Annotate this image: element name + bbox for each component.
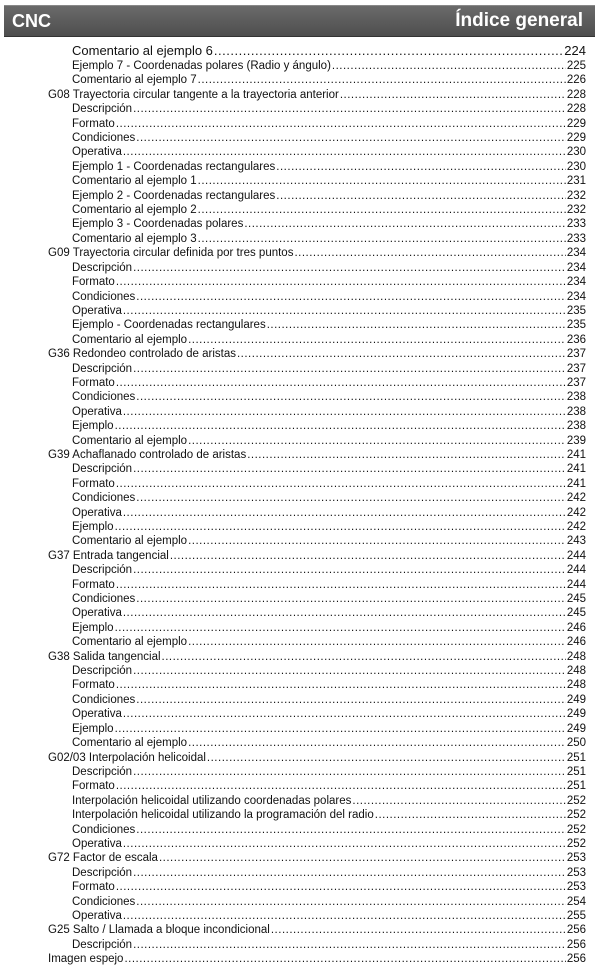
dot-leader bbox=[188, 333, 566, 347]
toc-section-entry[interactable] bbox=[0, 448, 600, 462]
toc-subsection-entry[interactable] bbox=[0, 491, 600, 505]
toc-entry-title: Formato bbox=[72, 117, 115, 130]
dot-leader bbox=[115, 722, 566, 736]
toc-entry-title: Descripción bbox=[72, 103, 133, 116]
dot-leader bbox=[123, 837, 566, 851]
toc-entry-title: Formato bbox=[72, 376, 115, 389]
toc-page-number: 242 bbox=[566, 521, 586, 533]
toc-page-number: 256 bbox=[566, 938, 586, 951]
toc-subsection-entry[interactable] bbox=[0, 217, 600, 231]
dot-leader bbox=[198, 232, 566, 246]
toc-subsection-entry[interactable] bbox=[0, 837, 600, 851]
toc-entry-title: Operativa bbox=[72, 405, 122, 418]
toc-page-number: 251 bbox=[566, 765, 586, 778]
toc-page-number: 253 bbox=[566, 866, 586, 879]
toc-entry-title: Condiciones bbox=[72, 693, 136, 706]
toc-subsection-entry[interactable] bbox=[0, 722, 600, 736]
toc-subsection-entry[interactable] bbox=[0, 174, 600, 188]
header-product: CNC bbox=[12, 10, 51, 31]
toc-entry-title: G38 Salida tangencial bbox=[48, 650, 161, 663]
toc-subsection-entry[interactable] bbox=[0, 390, 600, 404]
toc-subsection-entry[interactable] bbox=[0, 621, 600, 635]
toc-page-number: 234 bbox=[566, 290, 586, 303]
dot-leader bbox=[136, 693, 566, 707]
toc-entry-title: Condiciones bbox=[72, 132, 136, 145]
toc-page-number: 246 bbox=[566, 621, 586, 634]
toc-subsection-entry[interactable] bbox=[0, 477, 600, 491]
toc-section-entry[interactable] bbox=[0, 246, 600, 260]
dot-leader bbox=[136, 592, 566, 606]
toc-entry-title: Comentario al ejemplo bbox=[72, 636, 188, 649]
dot-leader bbox=[198, 73, 566, 87]
toc-page-number: 237 bbox=[566, 348, 586, 361]
dot-leader bbox=[133, 664, 566, 678]
toc-entry-title: G08 Trayectoria circular tangente a la trayectoria anterior bbox=[48, 88, 339, 101]
dot-leader bbox=[123, 405, 566, 419]
toc-page-number: 256 bbox=[566, 924, 586, 937]
toc-page-number: 237 bbox=[566, 376, 586, 389]
toc-subsection-entry[interactable] bbox=[0, 102, 600, 116]
toc-entry-title: Condiciones bbox=[72, 492, 136, 505]
dot-leader bbox=[133, 462, 566, 476]
toc-entry-title: Formato bbox=[72, 679, 115, 692]
toc-page-number: 251 bbox=[566, 780, 586, 793]
toc-entry-title: Ejemplo - Coordenadas rectangulares bbox=[72, 319, 266, 332]
toc-subsection-entry[interactable] bbox=[0, 419, 600, 433]
dot-leader bbox=[116, 376, 566, 390]
dot-leader bbox=[115, 419, 566, 433]
dot-leader bbox=[133, 362, 566, 376]
dot-leader bbox=[276, 189, 566, 203]
toc-entry-title: Descripción bbox=[72, 765, 133, 778]
toc-page-number: 249 bbox=[566, 708, 586, 721]
toc-subsection-entry[interactable] bbox=[0, 779, 600, 793]
toc-subsection-entry[interactable] bbox=[0, 823, 600, 837]
toc-entry-title: Operativa bbox=[72, 146, 122, 159]
dot-leader bbox=[123, 304, 566, 318]
dot-leader bbox=[207, 751, 566, 765]
toc-entry-title: Comentario al ejemplo bbox=[72, 737, 188, 750]
dot-leader bbox=[332, 59, 566, 73]
dot-leader bbox=[123, 707, 566, 721]
toc-subsection-entry[interactable] bbox=[0, 606, 600, 620]
toc-entry-title: Comentario al ejemplo 3 bbox=[72, 232, 197, 245]
toc-subsection-entry[interactable] bbox=[0, 405, 600, 419]
dot-leader bbox=[115, 520, 566, 534]
toc-page-number: 253 bbox=[566, 852, 586, 865]
toc-subsection-entry[interactable] bbox=[0, 808, 600, 822]
toc-page-number: 238 bbox=[566, 391, 586, 404]
toc-page-number: 233 bbox=[566, 218, 586, 231]
dot-leader bbox=[123, 606, 566, 620]
toc-page-number: 248 bbox=[566, 679, 586, 692]
dot-leader bbox=[123, 145, 566, 159]
toc-page-number: 233 bbox=[566, 232, 586, 245]
toc-subsection-entry[interactable] bbox=[0, 866, 600, 880]
toc-page-number: 238 bbox=[566, 420, 586, 433]
dot-leader bbox=[294, 246, 565, 260]
toc-subsection-entry[interactable] bbox=[0, 895, 600, 909]
dot-leader bbox=[214, 43, 563, 59]
toc-page-number: 230 bbox=[566, 160, 586, 173]
toc-section-entry[interactable] bbox=[0, 952, 600, 966]
toc-entry-title: Ejemplo bbox=[72, 420, 114, 433]
toc-entry-title: G02/03 Interpolación helicoidal bbox=[48, 751, 206, 764]
toc-page-number: 244 bbox=[566, 549, 586, 562]
toc-subsection-entry[interactable] bbox=[0, 592, 600, 606]
toc-page-number: 237 bbox=[566, 362, 586, 375]
toc-subsection-entry[interactable] bbox=[0, 131, 600, 145]
dot-leader bbox=[247, 448, 566, 462]
dot-leader bbox=[123, 506, 566, 520]
toc-page-number: 242 bbox=[566, 492, 586, 505]
dot-leader bbox=[116, 779, 566, 793]
toc-subsection-entry[interactable] bbox=[0, 664, 600, 678]
toc-entry-title: Ejemplo 3 - Coordenadas polares bbox=[72, 218, 244, 231]
dot-leader bbox=[162, 650, 566, 664]
toc-page-number: 244 bbox=[566, 578, 586, 591]
dot-leader bbox=[244, 217, 565, 231]
dot-leader bbox=[276, 160, 566, 174]
toc-subsection-entry[interactable] bbox=[0, 693, 600, 707]
dot-leader bbox=[115, 621, 566, 635]
toc-entry-title: Descripción bbox=[72, 866, 133, 879]
toc-subsection-entry[interactable] bbox=[0, 736, 600, 750]
toc-entry-title: Comentario al ejemplo bbox=[72, 535, 188, 548]
toc-subsection-entry[interactable] bbox=[0, 534, 600, 548]
toc-entry-title: Ejemplo bbox=[72, 722, 114, 735]
dot-leader bbox=[133, 261, 566, 275]
toc-page-number: 232 bbox=[566, 204, 586, 217]
toc-entry-title: Descripción bbox=[72, 564, 133, 577]
toc-subsection-entry[interactable] bbox=[0, 678, 600, 692]
toc-entry-title: Operativa bbox=[72, 304, 122, 317]
toc-entry-title: Interpolación helicoidal utilizando la programación del radio bbox=[72, 809, 374, 822]
toc-entry-title: Condiciones bbox=[72, 391, 136, 404]
toc-entry-title: Descripción bbox=[72, 261, 133, 274]
dot-leader bbox=[136, 895, 566, 909]
toc-page-number: 229 bbox=[566, 132, 586, 145]
toc-page-number: 228 bbox=[566, 88, 586, 101]
toc-page-number: 234 bbox=[566, 247, 586, 260]
toc-section-entry[interactable] bbox=[0, 88, 600, 102]
toc-section-entry[interactable] bbox=[0, 549, 600, 563]
toc-page-number: 252 bbox=[566, 837, 586, 850]
dot-leader bbox=[116, 117, 566, 131]
toc-page-number: 228 bbox=[566, 103, 586, 116]
dot-leader bbox=[116, 275, 566, 289]
dot-leader bbox=[136, 390, 566, 404]
toc-subsection-entry[interactable] bbox=[0, 290, 600, 304]
dot-leader bbox=[198, 203, 566, 217]
toc-entry-title: G09 Trayectoria circular definida por tres puntos bbox=[48, 247, 294, 260]
toc-entry-title: Formato bbox=[72, 477, 115, 490]
dot-leader bbox=[136, 823, 566, 837]
toc-page-number: 248 bbox=[566, 650, 586, 663]
toc-section-entry[interactable] bbox=[0, 650, 600, 664]
toc-page-number: 236 bbox=[566, 333, 586, 346]
toc-entry-title: Interpolación helicoidal utilizando coordenadas polares bbox=[72, 794, 352, 807]
toc-entry-title: Condiciones bbox=[72, 823, 136, 836]
dot-leader bbox=[352, 794, 565, 808]
toc-entry-title: Operativa bbox=[72, 708, 122, 721]
toc-subsection-entry[interactable] bbox=[0, 59, 600, 73]
toc-page-number: 238 bbox=[566, 405, 586, 418]
toc-entry-title: Ejemplo bbox=[72, 521, 114, 533]
dot-leader bbox=[116, 578, 566, 592]
toc-section-entry[interactable] bbox=[0, 751, 600, 765]
dot-leader bbox=[375, 808, 566, 822]
toc-entry-title: Operativa bbox=[72, 909, 122, 922]
toc-entry-title: Condiciones bbox=[72, 593, 136, 606]
toc-entry-title: Comentario al ejemplo 6 bbox=[72, 43, 213, 58]
dot-leader bbox=[340, 88, 566, 102]
toc-subsection-entry[interactable] bbox=[0, 304, 600, 318]
toc-subsection-entry[interactable] bbox=[0, 73, 600, 87]
toc-section-entry[interactable] bbox=[0, 347, 600, 361]
toc-entry-title: G37 Entrada tangencial bbox=[48, 549, 169, 562]
dot-leader bbox=[116, 477, 566, 491]
dot-leader bbox=[116, 880, 566, 894]
toc-entry-title: Descripción bbox=[72, 362, 133, 375]
toc-subsection-entry[interactable] bbox=[0, 203, 600, 217]
toc-page-number: 242 bbox=[566, 506, 586, 519]
dot-leader bbox=[136, 491, 566, 505]
toc-subsection-entry[interactable] bbox=[0, 462, 600, 476]
toc-page-number: 232 bbox=[566, 189, 586, 202]
toc-entry-title: Comentario al ejemplo bbox=[72, 333, 188, 346]
toc-entry-title: Condiciones bbox=[72, 895, 136, 908]
toc-page-number: 245 bbox=[566, 607, 586, 620]
toc-page-number: 235 bbox=[566, 304, 586, 317]
toc-page-number: 241 bbox=[566, 477, 586, 490]
toc-subsection-entry[interactable] bbox=[0, 232, 600, 246]
toc-subsection-entry[interactable] bbox=[0, 938, 600, 952]
toc-subsection-entry[interactable] bbox=[0, 275, 600, 289]
toc-entry-title: Comentario al ejemplo 2 bbox=[72, 204, 197, 217]
toc-entry-title: Ejemplo 1 - Coordenadas rectangulares bbox=[72, 160, 276, 173]
toc-entry-title: Comentario al ejemplo 7 bbox=[72, 74, 197, 87]
toc-page-number: 255 bbox=[566, 909, 586, 922]
toc-subsection-entry[interactable] bbox=[0, 362, 600, 376]
toc-subsection-entry[interactable] bbox=[0, 333, 600, 347]
toc-subsection-entry[interactable] bbox=[0, 635, 600, 649]
toc-page-number: 252 bbox=[566, 823, 586, 836]
toc-entry-title: G25 Salto / Llamada a bloque incondicional bbox=[48, 924, 270, 937]
toc-entry-title: Ejemplo 7 - Coordenadas polares (Radio y ángulo) bbox=[72, 60, 331, 72]
dot-leader bbox=[198, 174, 566, 188]
toc-entry-title: Ejemplo bbox=[72, 621, 114, 634]
dot-leader bbox=[116, 678, 566, 692]
toc-subsection-entry[interactable] bbox=[0, 765, 600, 779]
toc-entry-title: Formato bbox=[72, 276, 115, 289]
dot-leader bbox=[188, 534, 566, 548]
toc-page-number: 230 bbox=[566, 146, 586, 159]
toc-page-number: 235 bbox=[566, 319, 586, 332]
toc-subsection-entry[interactable] bbox=[0, 880, 600, 894]
toc-page-number: 241 bbox=[566, 448, 586, 461]
toc-page-number: 249 bbox=[566, 722, 586, 735]
toc-entry-title: Descripción bbox=[72, 665, 133, 678]
toc-subsection-entry[interactable] bbox=[0, 520, 600, 534]
page-header bbox=[4, 5, 595, 37]
toc-entry-title: G72 Factor de escala bbox=[48, 852, 158, 865]
toc-page-number: 252 bbox=[566, 794, 586, 807]
toc-subsection-entry[interactable] bbox=[0, 318, 600, 332]
dot-leader bbox=[123, 909, 566, 923]
toc-entry-title: Condiciones bbox=[72, 290, 136, 303]
toc-entry-title: Operativa bbox=[72, 506, 122, 519]
dot-leader bbox=[133, 866, 566, 880]
dot-leader bbox=[136, 131, 566, 145]
dot-leader bbox=[267, 318, 566, 332]
toc-page-number: 241 bbox=[566, 463, 586, 476]
toc-page-number: 224 bbox=[564, 43, 586, 58]
toc-subsection-entry[interactable] bbox=[0, 43, 600, 59]
dot-leader bbox=[124, 952, 565, 966]
toc-subsection-entry[interactable] bbox=[0, 261, 600, 275]
dot-leader bbox=[188, 736, 566, 750]
toc-subsection-entry[interactable] bbox=[0, 434, 600, 448]
toc-entry-title: Operativa bbox=[72, 607, 122, 620]
toc-subsection-entry[interactable] bbox=[0, 145, 600, 159]
toc-entry-title: Formato bbox=[72, 780, 115, 793]
toc-page-number: 252 bbox=[566, 809, 586, 822]
toc-section-entry[interactable] bbox=[0, 923, 600, 937]
header-section-title: Índice general bbox=[455, 10, 583, 31]
toc-page-number: 251 bbox=[566, 751, 586, 764]
toc-entry-title: Operativa bbox=[72, 837, 122, 850]
toc-subsection-entry[interactable] bbox=[0, 794, 600, 808]
toc-page-number: 246 bbox=[566, 636, 586, 649]
toc-subsection-entry[interactable] bbox=[0, 506, 600, 520]
toc-page-number: 225 bbox=[566, 60, 586, 72]
toc-subsection-entry[interactable] bbox=[0, 376, 600, 390]
toc-page-number: 234 bbox=[566, 261, 586, 274]
dot-leader bbox=[237, 347, 566, 361]
toc-entry-title: Formato bbox=[72, 578, 115, 591]
toc-page-number: 249 bbox=[566, 693, 586, 706]
toc-page-number: 239 bbox=[566, 434, 586, 447]
toc-page-number: 248 bbox=[566, 665, 586, 678]
toc-subsection-entry[interactable] bbox=[0, 909, 600, 923]
toc-page-number: 250 bbox=[566, 737, 586, 750]
dot-leader bbox=[271, 923, 566, 937]
toc-page-number: 244 bbox=[566, 564, 586, 577]
toc-page-number: 254 bbox=[566, 895, 586, 908]
dot-leader bbox=[170, 549, 566, 563]
toc-page-number: 253 bbox=[566, 881, 586, 894]
toc-page-number: 231 bbox=[566, 175, 586, 188]
dot-leader bbox=[188, 434, 566, 448]
dot-leader bbox=[136, 290, 566, 304]
dot-leader bbox=[188, 635, 566, 649]
toc-entry-title: G36 Redondeo controlado de aristas bbox=[48, 348, 236, 361]
toc-page-number: 256 bbox=[566, 953, 586, 966]
dot-leader bbox=[133, 563, 566, 577]
toc-page-number: 245 bbox=[566, 593, 586, 606]
toc-subsection-entry[interactable] bbox=[0, 578, 600, 592]
toc-entry-title: Comentario al ejemplo 1 bbox=[72, 175, 197, 188]
toc-entry-title: Descripción bbox=[72, 938, 133, 951]
toc-entry-title: Descripción bbox=[72, 463, 133, 476]
toc-subsection-entry[interactable] bbox=[0, 563, 600, 577]
toc-section-entry[interactable] bbox=[0, 851, 600, 865]
toc-page-number: 234 bbox=[566, 276, 586, 289]
toc-subsection-entry[interactable] bbox=[0, 189, 600, 203]
toc-entry-title: Imagen espejo bbox=[48, 953, 124, 966]
toc-entry-title: Comentario al ejemplo bbox=[72, 434, 188, 447]
dot-leader bbox=[159, 851, 566, 865]
toc-page-number: 229 bbox=[566, 117, 586, 130]
dot-leader bbox=[133, 102, 566, 116]
toc-subsection-entry[interactable] bbox=[0, 117, 600, 131]
table-of-contents bbox=[0, 43, 600, 967]
toc-entry-title: Ejemplo 2 - Coordenadas rectangulares bbox=[72, 189, 276, 202]
toc-page-number: 243 bbox=[566, 535, 586, 548]
toc-page-number: 226 bbox=[566, 74, 586, 87]
toc-entry-title: Formato bbox=[72, 881, 115, 894]
toc-subsection-entry[interactable] bbox=[0, 160, 600, 174]
toc-entry-title: G39 Achaflanado controlado de aristas bbox=[48, 448, 247, 461]
dot-leader bbox=[133, 938, 566, 952]
toc-subsection-entry[interactable] bbox=[0, 707, 600, 721]
dot-leader bbox=[133, 765, 566, 779]
